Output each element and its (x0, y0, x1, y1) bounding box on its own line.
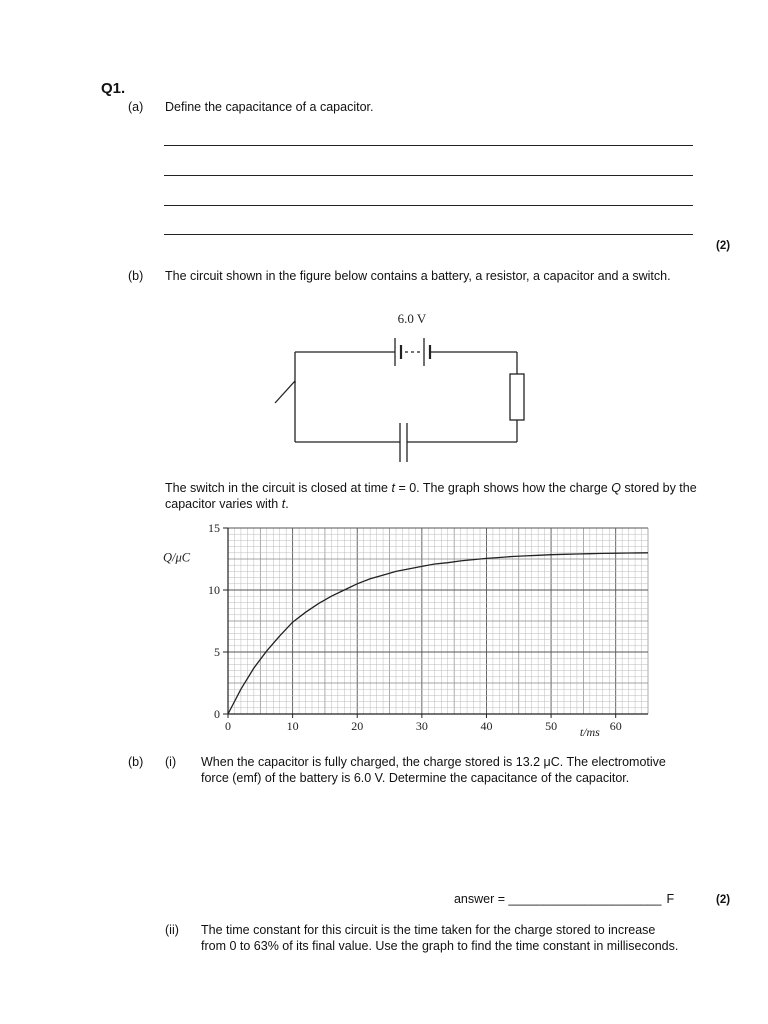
y-tick-label: 15 (208, 521, 220, 535)
y-tick-label: 10 (208, 583, 220, 597)
x-tick-label: 10 (286, 719, 299, 733)
part-a-label: (a) (128, 100, 144, 114)
answer-line[interactable] (164, 205, 693, 206)
answer-unit: F (666, 891, 675, 906)
circuit-diagram (270, 305, 535, 470)
part-b-question: The circuit shown in the figure below contains a battery, a resistor, a capacitor and a switch. (165, 269, 671, 283)
battery-voltage-label: 6.0 V (397, 311, 427, 326)
part-b-label: (b) (128, 269, 144, 283)
part-b-ii-sublabel: (ii) (165, 923, 179, 937)
x-tick-label: 30 (415, 719, 428, 733)
answer-row (447, 876, 674, 907)
answer-line[interactable] (164, 234, 693, 235)
answer-blank[interactable]: ______________________ (508, 891, 662, 906)
question-number: Q1. (101, 80, 126, 97)
y-tick-label: 5 (214, 645, 220, 659)
part-b-i-question: When the capacitor is fully charged, the charge stored is 13.2 μC. The electromotive force (emf) of the battery is 6.0 V. Determine the capacitance of the capacitor. (201, 755, 666, 785)
answer-prefix: answer = (453, 891, 509, 906)
x-tick-label: 40 (480, 719, 493, 733)
answer-line[interactable] (164, 175, 693, 176)
part-a-marks: (2) (716, 240, 731, 252)
part-a-question: Define the capacitance of a capacitor. (165, 100, 374, 114)
answer-line[interactable] (164, 145, 693, 146)
part-b-i-marks: (2) (716, 894, 731, 906)
part-b-i-label: (b) (128, 755, 144, 769)
part-b-i-sublabel: (i) (165, 755, 177, 769)
x-tick-label: 60 (609, 719, 622, 733)
x-tick-label: 0 (225, 719, 231, 733)
y-axis-label: Q/μC (163, 550, 191, 565)
x-tick-label: 20 (351, 719, 364, 733)
graph-intro: The switch in the circuit is closed at time t = 0. The graph shows how the charge Q stored by the capacitor varies with t. (165, 481, 697, 511)
resistor (510, 374, 524, 420)
y-tick-label: 0 (214, 707, 220, 721)
x-axis-label: t/ms (579, 725, 600, 739)
part-b-ii-question: The time constant for this circuit is the time taken for the charge stored to increase from 0 to 63% of its final value. Use the graph to find the time constant in milliseconds. (201, 923, 679, 953)
charge-time-graph (155, 520, 660, 745)
x-tick-label: 50 (545, 719, 558, 733)
switch (275, 381, 295, 403)
